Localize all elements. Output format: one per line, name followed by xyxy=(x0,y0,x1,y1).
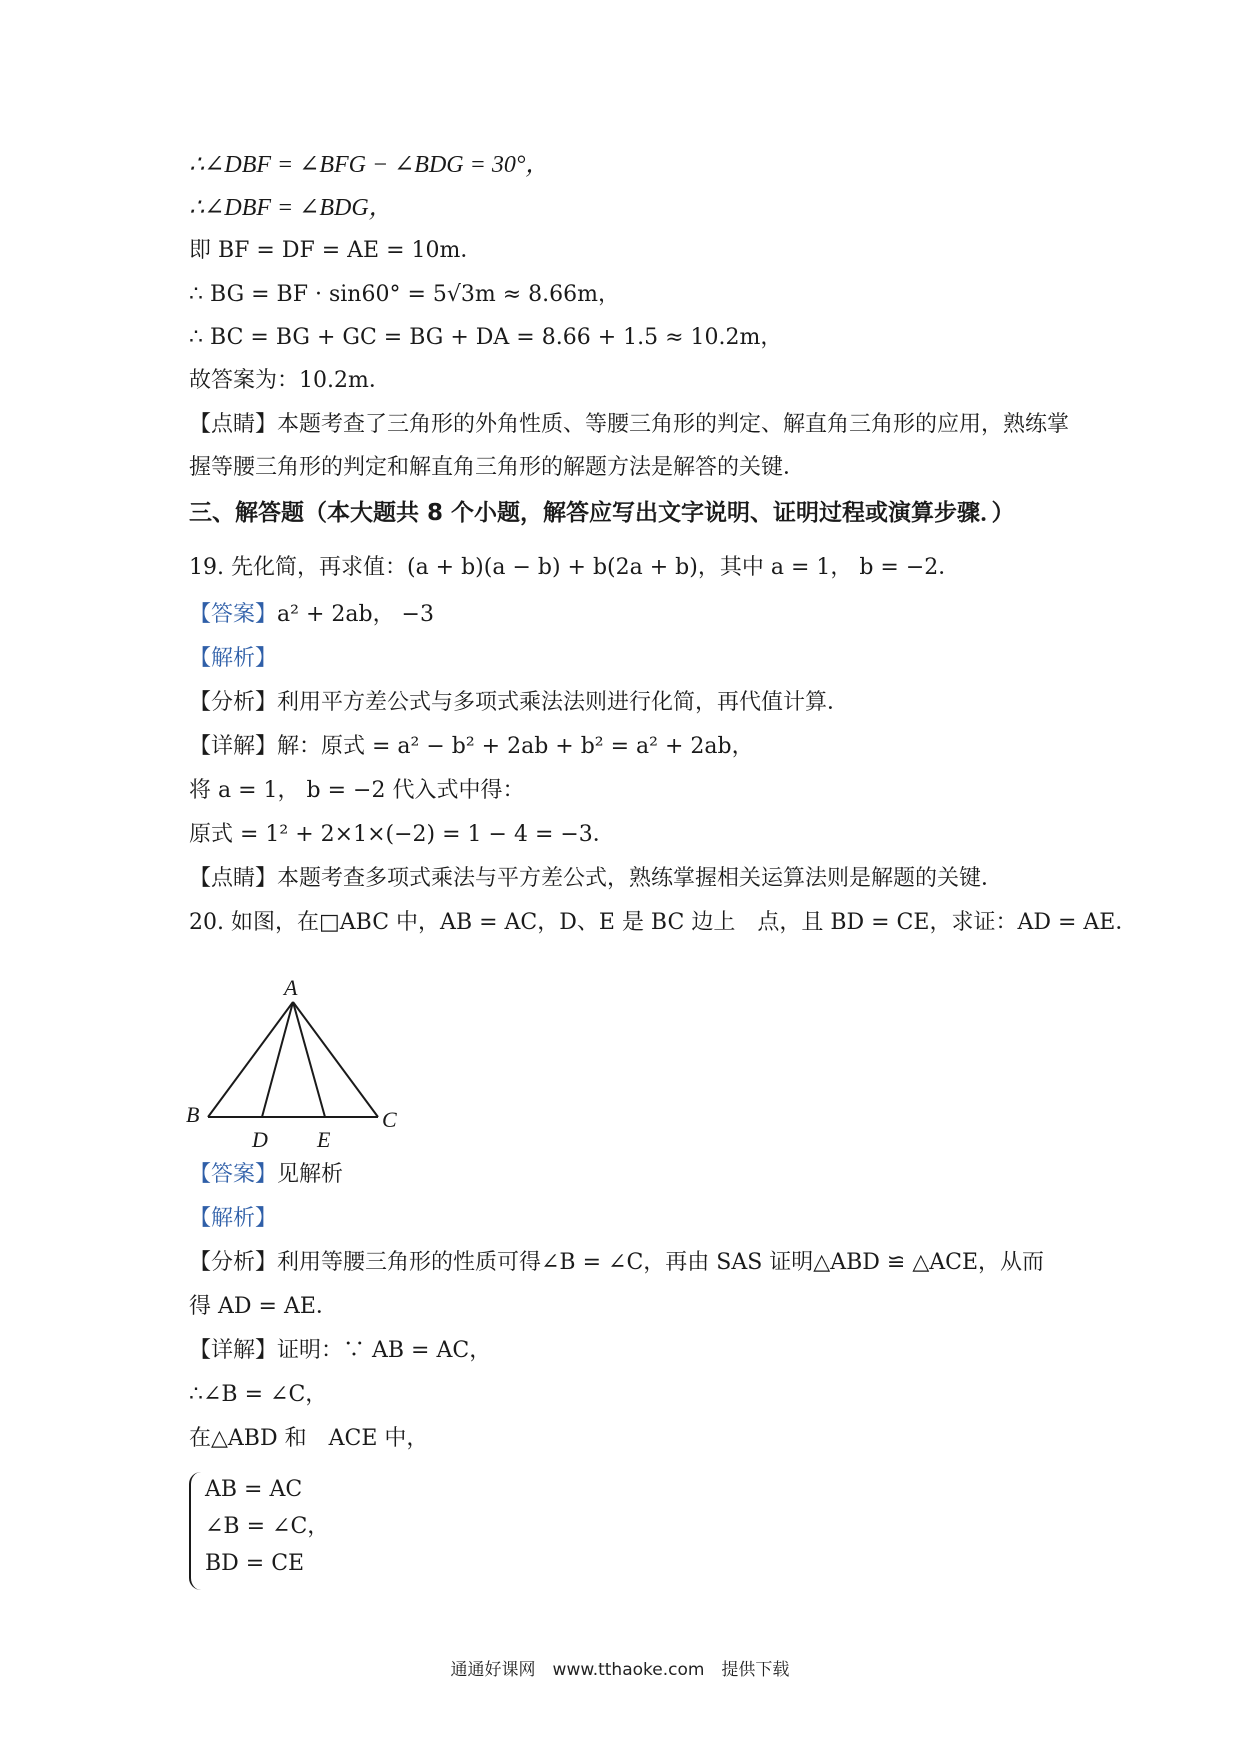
q19-substitute: 将 a = 1， b = −2 代入式中得： xyxy=(189,778,525,803)
q19-analysis-tag: 【解析】 xyxy=(189,646,278,671)
proof-line-4: ∴ BG = BF · sin60° = 5√3m ≈ 8.66m， xyxy=(189,282,621,307)
q19-answer xyxy=(189,600,434,630)
side-ac xyxy=(293,1002,378,1117)
vertex-label-b: B xyxy=(186,1102,200,1127)
answer-line: 故答案为：10.2m． xyxy=(189,368,391,393)
condition-3: BD = CE xyxy=(205,1551,305,1576)
triangle-figure xyxy=(180,975,410,1155)
question-19: 19. 先化简，再求值：(a + b)(a − b) + b(2a + b)，其中 a = 1， b = −2． xyxy=(189,555,961,580)
answer-text: a² + 2ab， −3 xyxy=(277,602,434,627)
proof-line-2: ∴∠DBF = ∠BDG， xyxy=(189,195,393,221)
condition-2: ∠B = ∠C， xyxy=(205,1514,330,1539)
q19-comment: 【点睛】本题考查多项式乘法与平方差公式，熟练掌握相关运算法则是解题的关键． xyxy=(189,866,1004,891)
q19-result: 原式 = 1² + 2×1×(−2) = 1 − 4 = −3． xyxy=(189,822,615,847)
condition-1: AB = AC xyxy=(205,1477,303,1502)
comment-line-2: 握等腰三角形的判定和解直角三角形的解题方法是解答的关键． xyxy=(189,455,806,480)
q20-detail: 【详解】证明：∵ AB = AC， xyxy=(189,1338,492,1363)
q19-analysis: 【分析】利用平方差公式与多项式乘法法则进行化简，再代值计算． xyxy=(189,690,850,715)
system-brace xyxy=(189,1472,203,1590)
answer-text: 见解析 xyxy=(277,1162,344,1187)
q20-answer xyxy=(189,1160,343,1190)
proof-line-1: ∴∠DBF = ∠BFG − ∠BDG = 30°， xyxy=(189,152,550,178)
proof-line-3: 即 BF = DF = AE = 10m． xyxy=(189,238,483,263)
q20-analysis-2: 得 AD = AE． xyxy=(189,1294,338,1319)
segment-ad xyxy=(262,1002,293,1117)
answer-tag: 【答案】 xyxy=(189,602,278,627)
q20-analysis-tag: 【解析】 xyxy=(189,1206,278,1231)
point-label-d: D xyxy=(252,1127,268,1152)
comment-line-1: 【点睛】本题考查了三角形的外角性质、等腰三角形的判定、解直角三角形的应用，熟练掌 xyxy=(189,412,1070,437)
point-label-e: E xyxy=(317,1127,331,1152)
q20-analysis-1: 【分析】利用等腰三角形的性质可得∠B = ∠C，再由 SAS 证明△ABD ≌ △ACE，从而 xyxy=(189,1250,1045,1275)
q20-step-1: ∴∠B = ∠C， xyxy=(189,1382,328,1407)
section-heading: 三、解答题（本大题共 8 个小题，解答应写出文字说明、证明过程或演算步骤．） xyxy=(189,500,1015,526)
answer-tag: 【答案】 xyxy=(189,1162,278,1187)
side-ab xyxy=(208,1002,293,1117)
question-20: 20. 如图，在□ABC 中，AB = AC，D、E 是 BC 边上 点，且 BD = CE，求证：AD = AE． xyxy=(189,910,1138,935)
q20-step-2: 在△ABD 和 ACE 中， xyxy=(189,1426,429,1451)
vertex-label-a: A xyxy=(284,975,298,1000)
page-footer: 通通好课网 www.tthaoke.com 提供下载 xyxy=(450,1660,790,1680)
vertex-label-c: C xyxy=(382,1107,397,1132)
proof-line-5: ∴ BC = BG + GC = BG + DA = 8.66 + 1.5 ≈ 10.2m， xyxy=(189,325,783,350)
segment-ae xyxy=(293,1002,325,1117)
q19-detail: 【详解】解：原式 = a² − b² + 2ab + b² = a² + 2ab， xyxy=(189,734,754,759)
